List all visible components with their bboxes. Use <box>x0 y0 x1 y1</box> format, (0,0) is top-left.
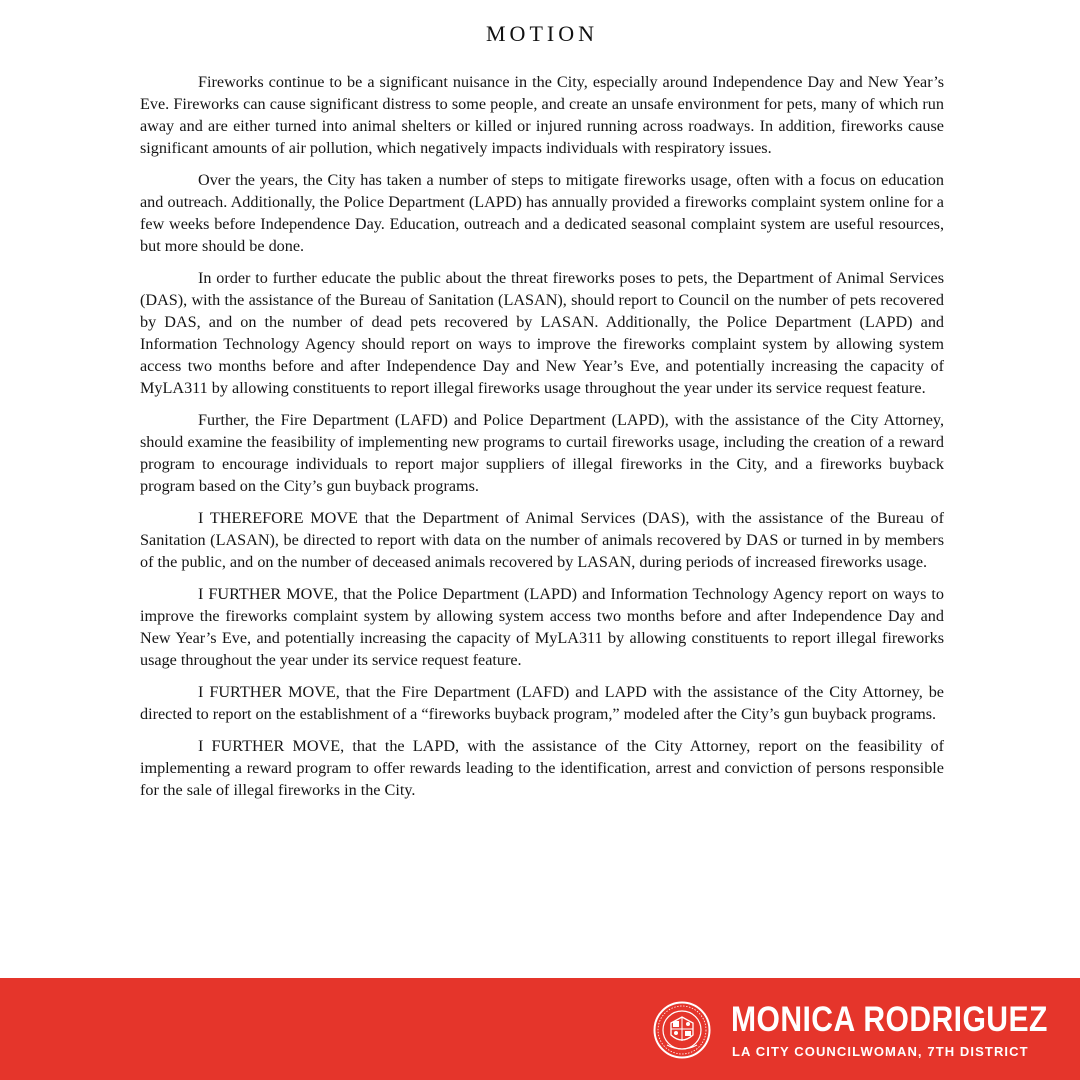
paragraph-4: Further, the Fire Department (LAFD) and Police Department (LAPD), with the assistance of the City Attorney, should examine the feasibility of implementing new programs to curtail fireworks usage, including the creation of a reward program to encourage individuals to report major suppliers of illegal fireworks in the City, and a fireworks buyback program based on the City’s gun buyback programs. <box>140 411 944 495</box>
councilmember-title: LA CITY COUNCILWOMAN, 7TH DISTRICT <box>732 1044 1029 1059</box>
paragraph-2: Over the years, the City has taken a number of steps to mitigate fireworks usage, often with a focus on education and outreach. Additionally, the Police Department (LAPD) has annually provided a fireworks complaint system online for a few weeks before Independence Day. Education, outreach and a dedicated seasonal complaint system are useful resources, but more should be done. <box>140 171 944 255</box>
paragraph-5: I THEREFORE MOVE that the Department of Animal Services (DAS), with the assistance of the Bureau of Sanitation (LASAN), be directed to report with data on the number of animals recovered by DAS or turned in by members of the public, and on the number of deceased animals recovered by LASAN, during periods of increased fireworks usage. <box>140 509 944 571</box>
document-title: MOTION <box>486 21 598 46</box>
paragraph-3: In order to further educate the public about the threat fireworks poses to pets, the Department of Animal Services (DAS), with the assistance of the Bureau of Sanitation (LASAN), should report to Council on the number of pets recovered by DAS, and on the number of dead pets recovered by LASAN. Additionally, the Police Department (LAPD) and Information Technology Agency should report on ways to improve the fireworks complaint system by allowing system access two months before and after Independence Day and New Year’s Eve, and potentially increasing the capacity of MyLA311 by allowing constituents to report illegal fireworks usage throughout the year under its service request feature. <box>140 269 944 397</box>
footer-banner <box>0 978 1080 1080</box>
paragraph-7: I FURTHER MOVE, that the Fire Department (LAFD) and LAPD with the assistance of the City Attorney, be directed to report on the establishment of a “fireworks buyback program,” modeled after the City’s gun buyback programs. <box>140 683 944 723</box>
paragraph-8: I FURTHER MOVE, that the LAPD, with the assistance of the City Attorney, report on the feasibility of implementing a reward program to offer rewards leading to the identification, arrest and conviction of persons responsible for the sale of illegal fireworks in the City. <box>140 737 944 799</box>
document-body <box>140 71 944 801</box>
motion-document <box>140 0 944 811</box>
paragraph-6: I FURTHER MOVE, that the Police Department (LAPD) and Information Technology Agency report on ways to improve the fireworks complaint system by allowing system access two months before and after Independence Day and New Year’s Eve, and potentially increasing the capacity of MyLA311 by allowing constituents to report illegal fireworks usage throughout the year under its service request feature. <box>140 585 944 669</box>
paragraph-1: Fireworks continue to be a significant nuisance in the City, especially around Independence Day and New Year’s Eve. Fireworks can cause significant distress to some people, and create an unsafe environment for pets, many of which run away and are either turned into animal shelters or killed or injured running across roadways. In addition, fireworks cause significant amounts of air pollution, which negatively impacts individuals with respiratory issues. <box>140 73 944 157</box>
councilmember-name: MONICA RODRIGUEZ <box>731 1000 1048 1039</box>
city-seal-icon <box>653 1001 711 1059</box>
